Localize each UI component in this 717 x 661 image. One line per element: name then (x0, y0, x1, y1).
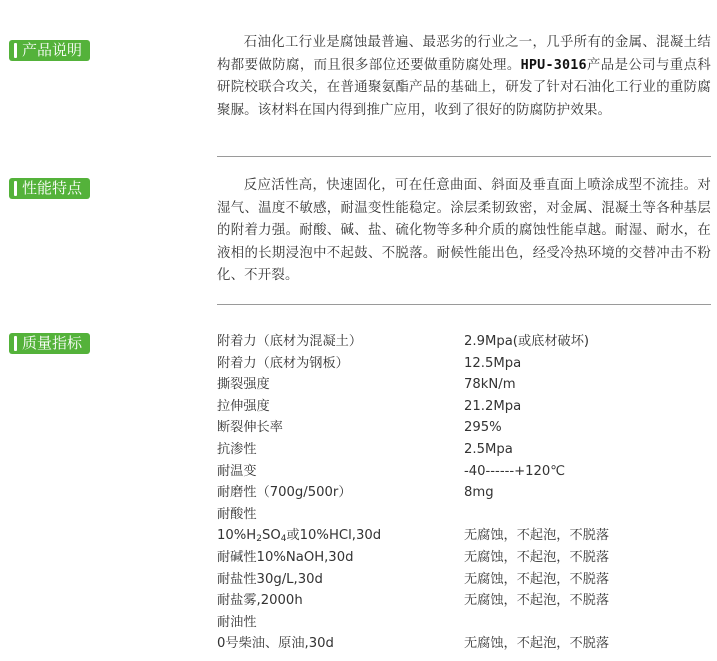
section-tag-quality (9, 333, 90, 354)
formula-subscript: 4 (280, 534, 287, 545)
spec-name: 撕裂强度 (217, 377, 270, 393)
spec-row (217, 569, 707, 591)
section-label: 产品说明 (22, 41, 83, 59)
quality-spec-table (217, 331, 707, 655)
formula-subscript: 2 (256, 534, 262, 545)
spec-value: 无腐蚀，不起泡，不脱落 (464, 549, 610, 565)
spec-name: 耐磨性（700g/500r） (217, 485, 352, 501)
spec-value: 无腐蚀，不起泡，不脱落 (464, 593, 610, 609)
tag-bar-icon (14, 43, 17, 58)
section-tag-description (9, 40, 90, 61)
spec-row (217, 461, 707, 483)
spec-value: 2.5Mpa (464, 441, 513, 457)
spec-value (464, 504, 707, 526)
spec-row (217, 547, 707, 569)
spec-name: 耐酸性 (217, 506, 257, 522)
spec-row (217, 633, 707, 655)
spec-value: 无腐蚀，不起泡，不脱落 (464, 571, 610, 587)
formula-part: 或10%HCl,30d (286, 528, 382, 544)
spec-name: 附着力（底材为混凝土） (217, 334, 363, 349)
spec-row (217, 331, 707, 353)
spec-value: 无腐蚀，不起泡，不脱落 (464, 528, 610, 544)
spec-name: 耐碱性10%NaOH,30d (217, 549, 354, 565)
spec-row (217, 612, 707, 634)
spec-name: 0号柴油、原油,30d (217, 636, 334, 652)
spec-value (464, 612, 707, 634)
spec-row (217, 439, 707, 461)
spec-row (217, 525, 707, 547)
section-tag-features (9, 178, 90, 199)
spec-name: 耐盐雾,2000h (217, 593, 303, 609)
description-paragraph (217, 32, 711, 122)
spec-name: 抗渗性 (217, 441, 257, 457)
spec-name: 断裂伸长率 (217, 420, 283, 436)
spec-value: 21.2Mpa (464, 398, 522, 414)
spec-value: -40------+120℃ (464, 463, 566, 479)
spec-row (217, 417, 707, 439)
spec-row (217, 374, 707, 396)
section-label: 质量指标 (22, 334, 83, 352)
product-model: HPU-3016 (520, 57, 587, 73)
divider (217, 304, 711, 305)
spec-name: 附着力（底材为钢板） (217, 355, 349, 371)
tag-bar-icon (14, 181, 17, 196)
spec-row (217, 353, 707, 375)
spec-row (217, 504, 707, 526)
formula-part: 10%H (217, 528, 257, 544)
spec-name (217, 525, 464, 547)
divider (217, 156, 711, 157)
spec-name: 耐盐性30g/L,30d (217, 571, 323, 587)
spec-value: 2.9Mpa(或底材破坏) (464, 334, 590, 349)
features-paragraph: 反应活性高，快速固化，可在任意曲面、斜面及垂直面上喷涂成型不流挂。对湿气、温度不敏感，耐温变性能稳定。涂层柔韧致密，对金属、混凝土等各种基层的附着力强。耐酸、碱、盐、硫化物等多种介质的腐蚀性能卓越。耐湿、耐水，在液相的长期浸泡中不起鼓、不脱落。耐候性能出色，经受冷热环境的交替冲击不粉化、不开裂。 (217, 178, 711, 284)
spec-row (217, 396, 707, 418)
spec-value: 无腐蚀，不起泡，不脱落 (464, 636, 610, 652)
spec-name: 拉伸强度 (217, 398, 270, 414)
section-label: 性能特点 (22, 179, 83, 197)
spec-row (217, 590, 707, 612)
spec-value: 78kN/m (464, 377, 516, 393)
description-text-2: 产品是公司与重点科研院校联合攻关，在普通聚氨酯产品的基础上，研发了针对石油化工行业的重防腐聚脲。该材料在国内得到推广应用，收到了很好的防腐防护效果。 (217, 57, 711, 118)
formula-part: SO (261, 528, 281, 544)
spec-value: 295% (464, 420, 502, 436)
spec-name: 耐油性 (217, 614, 257, 630)
spec-value: 12.5Mpa (464, 355, 522, 371)
spec-value: 8mg (464, 485, 494, 501)
spec-name: 耐温变 (217, 463, 257, 479)
tag-bar-icon (14, 336, 17, 351)
description-text-1: 石油化工行业是腐蚀最普遍、最恶劣的行业之一，几乎所有的金属、混凝土结构都要做防腐，而且很多部位还要做重防腐处理。 (217, 35, 711, 73)
spec-row (217, 482, 707, 504)
